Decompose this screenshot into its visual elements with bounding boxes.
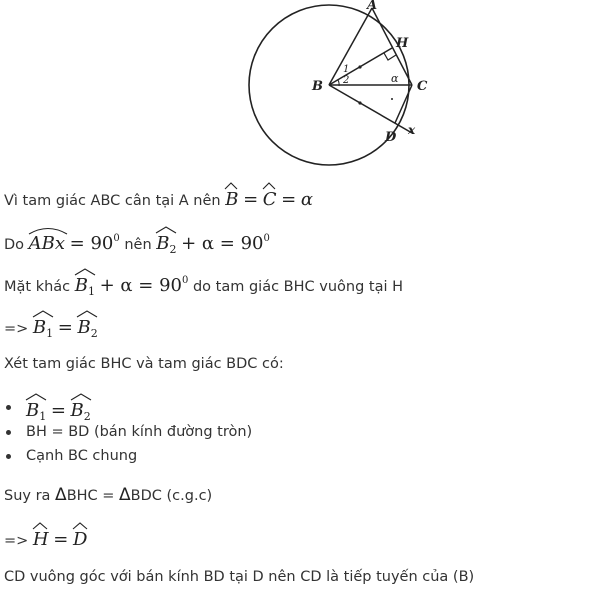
line-4: [4, 313, 98, 341]
bullet-dot: [6, 430, 11, 435]
implies-arrow: =>: [4, 321, 29, 337]
triangle-symbol: Δ: [119, 485, 131, 505]
line-3: [4, 271, 403, 300]
label-angle-1: 1: [343, 64, 350, 75]
dot-mid: [391, 98, 393, 100]
equals-sign: =: [243, 189, 259, 210]
line-5: [4, 353, 284, 375]
angle-d: D: [73, 525, 87, 551]
tick-bh: [358, 65, 361, 68]
label-angle-2: 2: [343, 75, 350, 86]
word-do: Do: [4, 237, 25, 253]
equals-sign: =: [50, 400, 66, 421]
segment-ba: [329, 8, 372, 85]
angle-b2: $B_2$: [77, 313, 97, 341]
line-1: [4, 185, 313, 212]
line-2: [4, 229, 270, 258]
line-6: [4, 484, 212, 507]
label-h: H: [396, 36, 409, 51]
equation-part: = $90^0$: [69, 233, 120, 254]
segment-bx: [329, 85, 412, 133]
list-item-3-text: Cạnh BC chung: [26, 448, 138, 464]
angle-b1: $B_1$: [26, 396, 46, 424]
equals-sign: =: [281, 189, 297, 210]
angle-b1: $B_1$: [75, 271, 95, 299]
word-suy-ra: Suy ra: [4, 488, 51, 504]
word-nen: nên: [124, 237, 152, 253]
implies-arrow: =>: [4, 533, 29, 549]
triangle-bhc: BHC =: [66, 488, 115, 504]
angle-c: C: [263, 185, 277, 211]
equals-sign: =: [57, 317, 73, 338]
label-a: A: [367, 0, 378, 13]
label-x: x: [408, 123, 416, 137]
angle-b2: $B_2$: [156, 229, 176, 257]
label-alpha: α: [391, 72, 399, 85]
line-8: [4, 566, 474, 588]
geometry-figure: [0, 0, 614, 170]
list-item-1: [26, 396, 91, 424]
right-angle-mark: [384, 53, 396, 60]
equals-sign: =: [53, 529, 69, 550]
list-item-3: [26, 445, 137, 467]
label-c: C: [417, 79, 428, 94]
line-1-text: Vì tam giác ABC cân tại A nên: [4, 193, 221, 209]
bullet-dot: [6, 454, 11, 459]
segment-cd: [395, 85, 412, 123]
angle-b: B: [225, 185, 238, 211]
list-item-2-text: BH = BD (bán kính đường tròn): [26, 424, 253, 440]
equation-part: + $\alpha = 90^0$: [99, 275, 189, 296]
angle-b2: $B_2$: [71, 396, 91, 424]
label-b: B: [312, 79, 323, 94]
alpha-symbol: α: [300, 189, 314, 210]
angle-abx: ABx: [29, 229, 65, 255]
tick-bd: [358, 101, 361, 104]
word-mat-khac: Mặt khác: [4, 279, 71, 295]
equation-part: + $\alpha = 90^0$: [181, 233, 270, 254]
angle-h: H: [33, 525, 49, 551]
line-3-rest: do tam giác BHC vuông tại H: [192, 279, 403, 295]
line-8-text: CD vuông góc với bán kính BD tại D nên CD là tiếp tuyến của (B): [4, 569, 475, 585]
triangle-bdc: BDC (c.g.c): [130, 488, 213, 504]
triangle-symbol: Δ: [55, 485, 67, 505]
angle-b1: $B_1$: [33, 313, 53, 341]
list-item-2: [26, 421, 252, 443]
line-7: [4, 525, 87, 552]
bullet-dot: [6, 405, 11, 410]
label-d: D: [385, 130, 397, 145]
line-5-text: Xét tam giác BHC và tam giác BDC có:: [4, 356, 284, 372]
